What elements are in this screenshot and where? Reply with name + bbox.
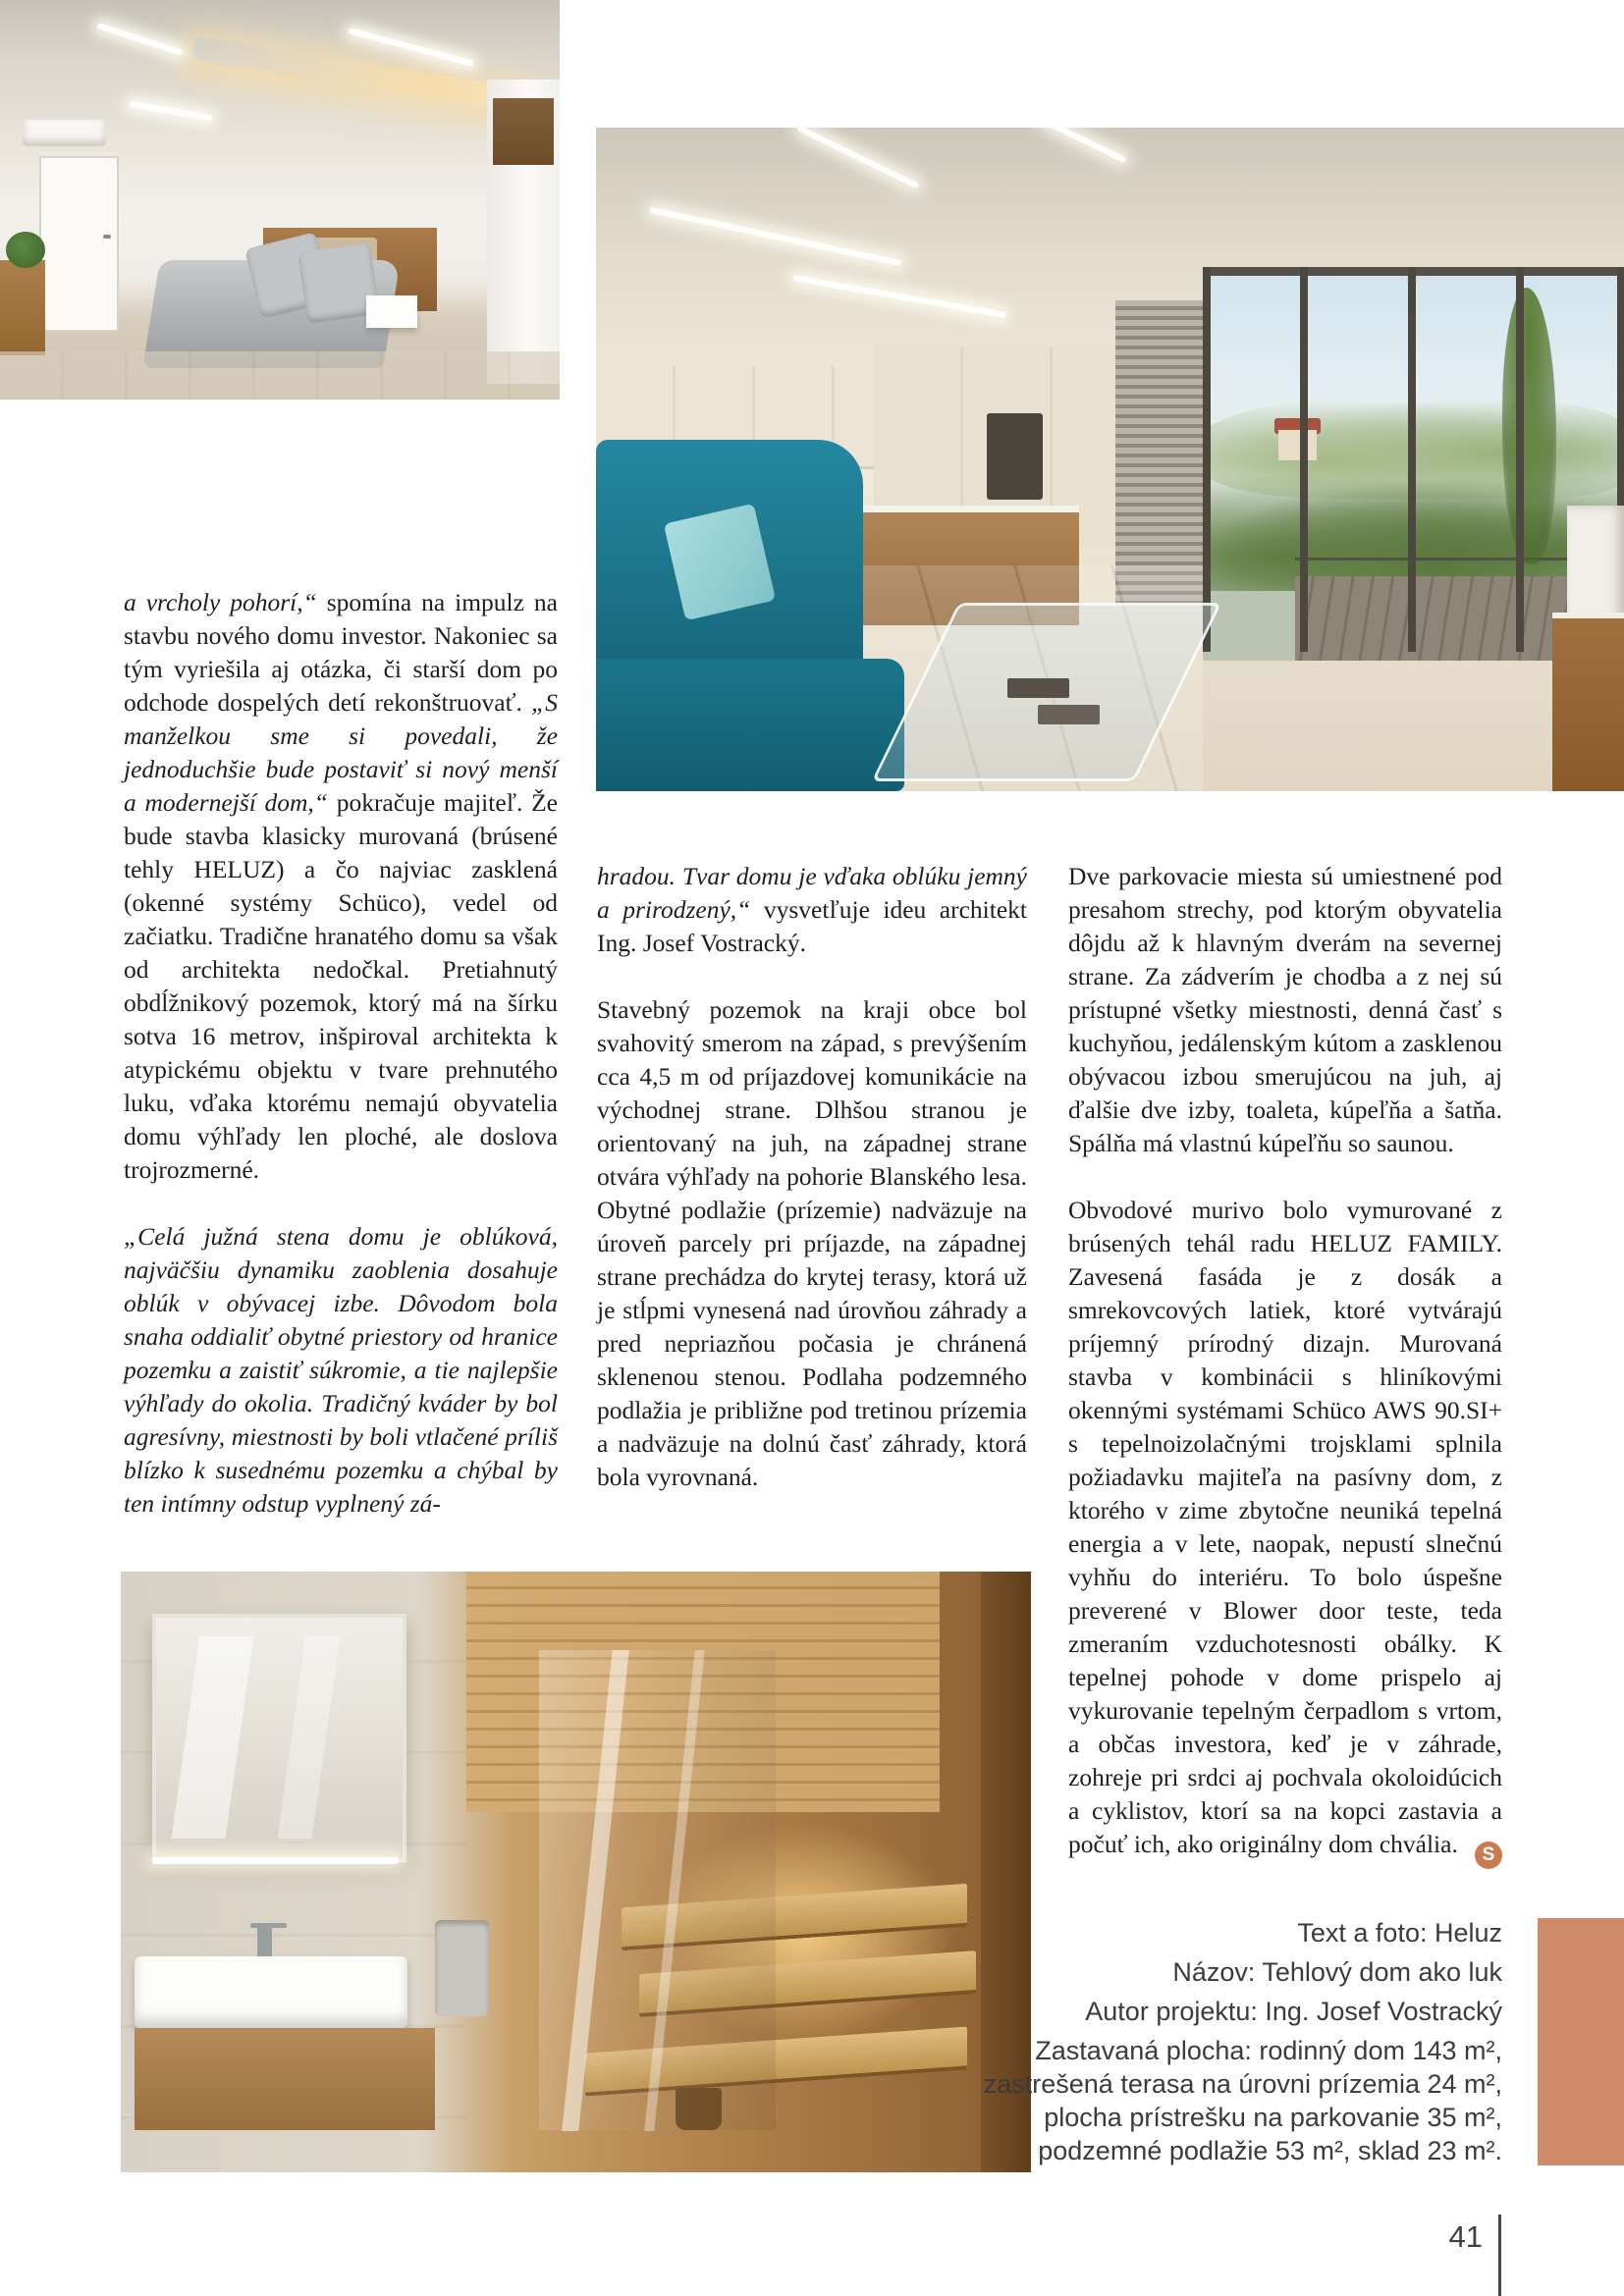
nightstand	[366, 295, 416, 328]
window-mullion	[1203, 267, 1211, 652]
plant	[6, 232, 45, 268]
credit-line: Zastavaná plocha: rodinný dom 143 m²,	[1035, 2036, 1502, 2065]
wood-media-cabinet	[1552, 613, 1624, 791]
quote-text: a vrcholy pohorí,“	[124, 588, 327, 616]
wood-vanity	[135, 2028, 435, 2130]
ceiling-light-strip	[129, 100, 212, 121]
bedroom-door	[39, 156, 119, 332]
article-end-badge: S	[1475, 1842, 1502, 1869]
window-mullion	[1516, 267, 1524, 652]
ceiling-light-strip	[650, 207, 902, 266]
towel	[435, 1920, 490, 2016]
text-column-1	[124, 586, 558, 1554]
ceiling-light-strip	[349, 27, 474, 67]
window-mullion	[1408, 267, 1416, 652]
bathroom-sauna-photo	[121, 1572, 1031, 2172]
neighbour-house	[1278, 430, 1317, 460]
ceiling-light-strip	[1042, 128, 1127, 163]
washbasin	[135, 1956, 407, 2028]
credit-line: Názov: Tehlový dom ako luk	[1172, 1957, 1502, 1987]
body-paragraph: Dve parkovacie miesta sú umiestnené pod presahom strechy, pod ktorým obyvatelia dôjdu až k hlavným dverám na severnej strane. Za zádverím je chodba a z nej sú prístupné všetky miestnosti, denná časť s kuchyňou, jedálenským kútom a zasklenou obývacou izbou smerujúcou na juh, aj ďalšie dve izby, toaleta, kúpeľňa a šatňa. Spálňa má vlastnú kúpeľňu so saunou.	[1068, 862, 1502, 1157]
books	[1038, 705, 1100, 724]
text-column-2	[597, 860, 1027, 1527]
glass-reflection	[562, 1650, 628, 2131]
quote-text: hradou. Tvar domu je vďaka oblúku jemný a prirodzený,“	[597, 862, 1027, 924]
quote-paragraph: „Celá južná stena domu je oblúková, najväčšiu dynamiku zaoblenia dosahuje oblúk v obývacej izbe. Dôvodom bola snaha oddialiť obytné priestory od hranice pozemku a zaistiť súkromie, a tie najlepšie výhľady do okolia. Tradičný kváder by bol agresívny, miestnosti by boli vtlačené príliš blízko k susednému pozemku a chýbal by ten intímny odstup vyplnený zá-	[124, 1222, 558, 1518]
living-room-photo	[596, 128, 1624, 791]
door-handle	[103, 235, 111, 239]
white-cabinet	[1567, 506, 1624, 625]
wood-floor	[0, 351, 560, 400]
credit-line: Text a foto: Heluz	[1297, 1918, 1502, 1948]
wardrobe	[487, 80, 560, 383]
credit-line: Autor projektu: Ing. Josef Vostracký	[1085, 1997, 1502, 2026]
ceiling-light-strip	[96, 23, 184, 56]
accent-color-block	[1538, 1918, 1624, 2165]
credit-line: podzemné podlažie 53 m², sklad 23 m².	[1038, 2136, 1502, 2165]
mirror-reflection	[278, 1636, 341, 1839]
louvered-screen	[1115, 300, 1203, 606]
page-number-rule	[1498, 2215, 1501, 2296]
bedroom-photo	[0, 0, 560, 400]
body-paragraph	[124, 586, 558, 1187]
text-column-3	[1068, 860, 1502, 1895]
climbing-plant	[1502, 288, 1557, 564]
mirror-cabinet	[152, 1614, 406, 1862]
body-text: pokračuje majiteľ. Že bude stavba klasicky murovaná (brúsené tehly HELUZ) a čo najviac zasklená (okenné systémy Schüco), vedel od začiatku. Tradične hranatého domu sa však od architekta nedočkal. Pretiahnutý obdĺžnikový pozemok, ktorý má na šírku sotva 16 metrov, inšpiroval architekta k atypickému objektu v tvare prehnutého luku, vďaka ktorému nemajú obyvatelia domu výhľady len ploché, ale doslova trojrozmerné.	[124, 788, 558, 1184]
credit-line: plocha prístrešku na parkovanie 35 m²,	[1044, 2103, 1502, 2132]
body-text: vysvetľuje ideu architekt Ing. Josef Vostracký.	[597, 895, 1027, 957]
window-mullion	[1300, 267, 1308, 652]
air-conditioner	[23, 120, 107, 145]
books	[1007, 678, 1069, 698]
body-paragraph	[597, 860, 1027, 960]
wardrobe-niche	[493, 98, 554, 165]
sauna-glass-door	[539, 1650, 776, 2131]
body-paragraph: Obvodové murivo bolo vymurované z brúsených tehál radu HELUZ FAMILY. Zavesená fasáda je z dosák a smrekovcových latiek, ktoré vytvárajú príjemný prírodný dizajn. Murovaná stavba v kombinácii s hliníkovými okennými systémami Schüco AWS 90.SI+ s tepelnoizolačnými trojsklami splnila požiadavku majiteľa na pasívny dom, z ktorého v zime zbytočne neuniká tepelná energia a v lete, naopak, nepustí slnečnú vyhňu do interiéru. To bolo úspešne preverené v Blower door teste, teda zmeraním vzduchotesnosti obálky. K tepelnej pohode v dome prispelo aj vykurovanie tepelným čerpadlom s vrtom, a občas investora, keď je v záhrade, zohreje pri srdci aj pochvala okoloidúcich a cyklistov, ktorí sa na kopci zastavia a počuť ich, ako originálny dom chvália.	[1068, 1196, 1502, 1858]
sofa-seat	[596, 659, 904, 791]
page-number: 41	[1448, 2219, 1483, 2254]
body-text: spomína na impulz na stavbu nového domu investor. Nakoniec sa tým vyriešila aj otázka, či starší dom po odchode dospelých detí rekonštruovať.	[124, 588, 558, 717]
glass-reflection	[644, 1650, 704, 2131]
credits-block	[962, 1916, 1502, 2167]
mirror-reflection	[172, 1636, 254, 1839]
mirror-light	[152, 1857, 398, 1864]
ceiling-light-strip	[796, 128, 919, 189]
quote-text: „S manželkou sme si povedali, že jednoduchšie bude postaviť si nový menší a modernejší dom,“	[124, 688, 558, 817]
body-paragraph: Stavebný pozemok na kraji obce bol svahovitý smerom na západ, s prevýšením cca 4,5 m od príjazdovej komunikácie na východnej strane. Dlhšou stranou je orientovaný na juh, na západnej strane otvára výhľady na pohorie Blanského lesa. Obytné podlažie (prízemie) nadväzuje na úroveň parcely pri príjazde, na západnej strane prechádza do krytej terasy, ktorá už je stĺpmi vynesená nad úrovňou záhrady a pred nepriazňou počasia je chránená sklenenou stenou. Podlaha podzemného podlažia je približne pod tretinou prízemia a nadväzuje na dolnú časť záhrady, ktorá bola vyrovnaná.	[597, 995, 1027, 1491]
ceiling-light-strip	[792, 275, 1006, 318]
dresser	[0, 260, 45, 356]
credit-line: zastrešená terasa na úrovni prízemia 24 m²,	[983, 2069, 1502, 2099]
built-in-oven	[987, 413, 1044, 500]
